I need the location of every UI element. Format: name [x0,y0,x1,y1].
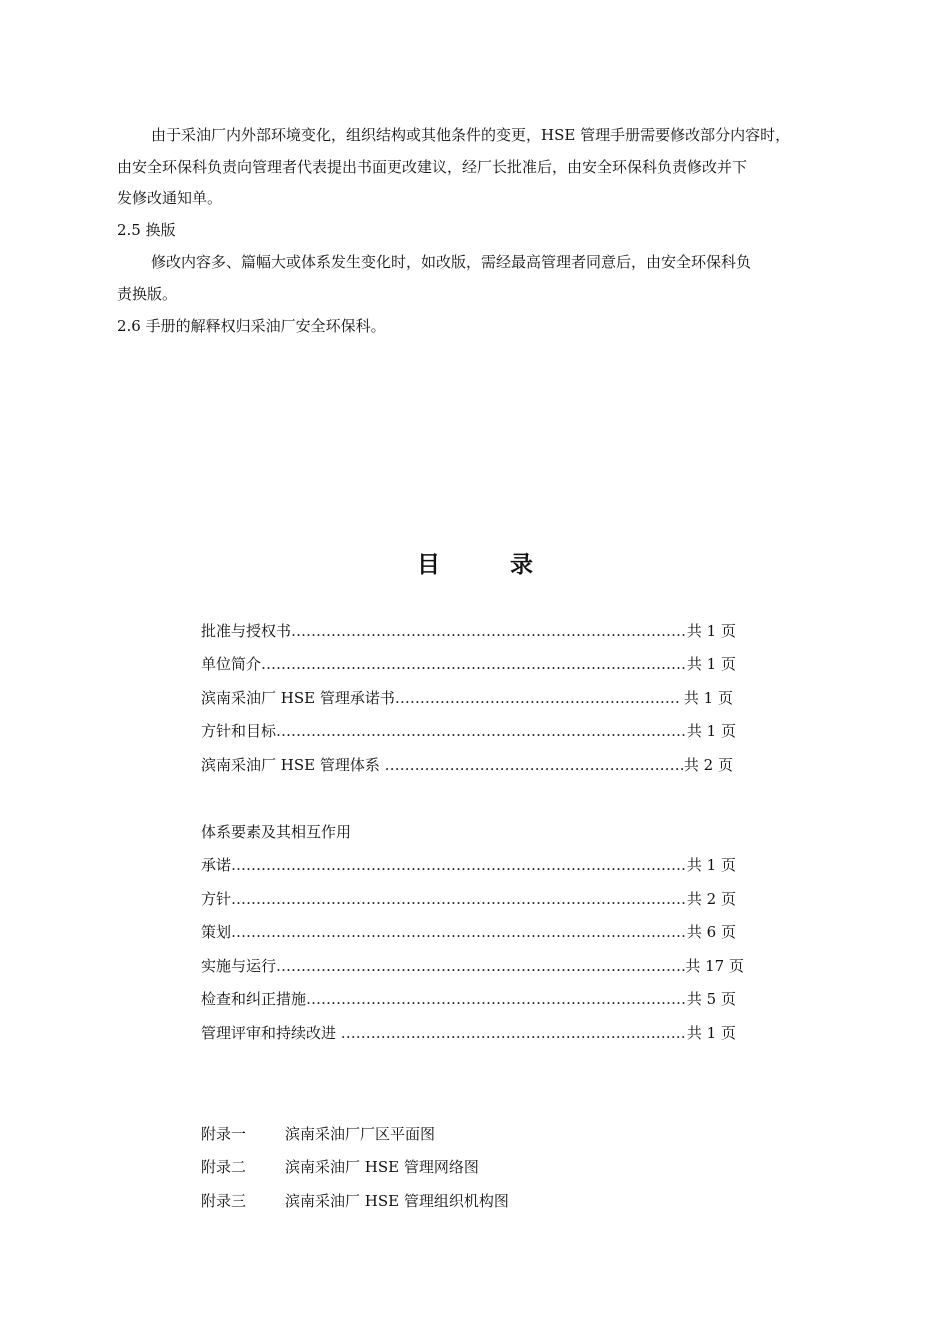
appendix-entry[interactable] [201,1190,509,1212]
appendix-entry[interactable] [201,1123,435,1145]
toc-entry[interactable] [201,720,736,742]
leader-dots [261,653,687,675]
toc-entry[interactable] [201,620,736,642]
toc-entry[interactable] [201,687,733,709]
leader-dots [395,687,679,709]
toc-section-heading: 体系要素及其相互作用 [201,823,352,841]
leader-dots [385,754,684,776]
toc-entry[interactable] [201,653,736,675]
toc-entry-label: 滨南采油厂 HSE 管理承诺书 [201,689,395,707]
toc-entry[interactable] [201,754,733,776]
toc-entry[interactable] [201,988,736,1010]
para2-line2: 责换版。 [117,285,178,303]
toc-entry-label: 单位简介 [201,655,262,673]
section-2-6: 2.6 手册的解释权归采油厂安全环保科。 [117,317,386,335]
appendix-value: 滨南采油厂 HSE 管理组织机构图 [285,1192,509,1210]
toc-entry[interactable] [201,888,736,910]
toc-entry-pages: 共 1 页 [679,689,733,707]
toc-entry-pages: 共 1 页 [686,856,736,874]
toc-entry-label: 策划 [201,923,232,941]
toc-entry[interactable] [201,854,736,876]
toc-entry-label: 方针 [201,890,232,908]
toc-entry[interactable] [201,1022,736,1044]
toc-entry-pages: 共 1 页 [686,1024,736,1042]
appendix-entry[interactable] [201,1156,479,1178]
para1-line2: 由安全环保科负责向管理者代表提出书面更改建议，经厂长批准后，由安全环保科负责修改并下 [117,158,748,176]
toc-entry-label: 滨南采油厂 HSE 管理体系 [201,756,385,774]
para1-line3: 发修改通知单。 [117,189,223,207]
leader-dots [306,988,687,1010]
toc-entry-label: 方针和目标 [201,722,277,740]
toc-entry-pages: 共 1 页 [686,622,736,640]
toc-entry-pages: 共 17 页 [685,957,744,975]
toc-entry-pages: 共 2 页 [683,756,733,774]
leader-dots [341,1022,687,1044]
toc-entry-label: 管理评审和持续改进 [201,1024,341,1042]
toc-entry-label: 承诺 [201,856,232,874]
toc-title [0,546,950,579]
toc-entry-pages: 共 1 页 [686,722,736,740]
section-2-5-heading: 2.5 换版 [117,221,176,239]
appendix-value: 滨南采油厂 HSE 管理网络图 [285,1158,479,1176]
toc-entry-pages: 共 1 页 [686,655,736,673]
appendix-value: 滨南采油厂厂区平面图 [285,1125,436,1143]
toc-title-char-2: 录 [510,551,533,578]
toc-entry-pages: 共 6 页 [686,923,736,941]
leader-dots [231,888,687,910]
toc-entry-label: 批准与授权书 [201,622,292,640]
para1-line1: 由于采油厂内外部环境变化，组织结构或其他条件的变更，HSE 管理手册需要修改部分内容时， [151,126,791,144]
appendix-key: 附录一 [201,1125,247,1143]
toc-entry[interactable] [201,955,744,977]
toc-entry[interactable] [201,921,736,943]
appendix-key: 附录三 [201,1192,247,1210]
toc-entry-pages: 共 2 页 [686,890,736,908]
toc-entry-label: 检查和纠正措施 [201,990,307,1008]
leader-dots [231,921,687,943]
toc-title-char-1: 目 [417,551,440,578]
para2-line1: 修改内容多、篇幅大或体系发生变化时，如改版，需经最高管理者同意后，由安全环保科负 [151,253,752,271]
appendix-key: 附录二 [201,1158,247,1176]
leader-dots [291,620,687,642]
leader-dots [276,955,685,977]
leader-dots [276,720,687,742]
leader-dots [231,854,687,876]
toc-entry-pages: 共 5 页 [686,990,736,1008]
toc-entry-label: 实施与运行 [201,957,277,975]
